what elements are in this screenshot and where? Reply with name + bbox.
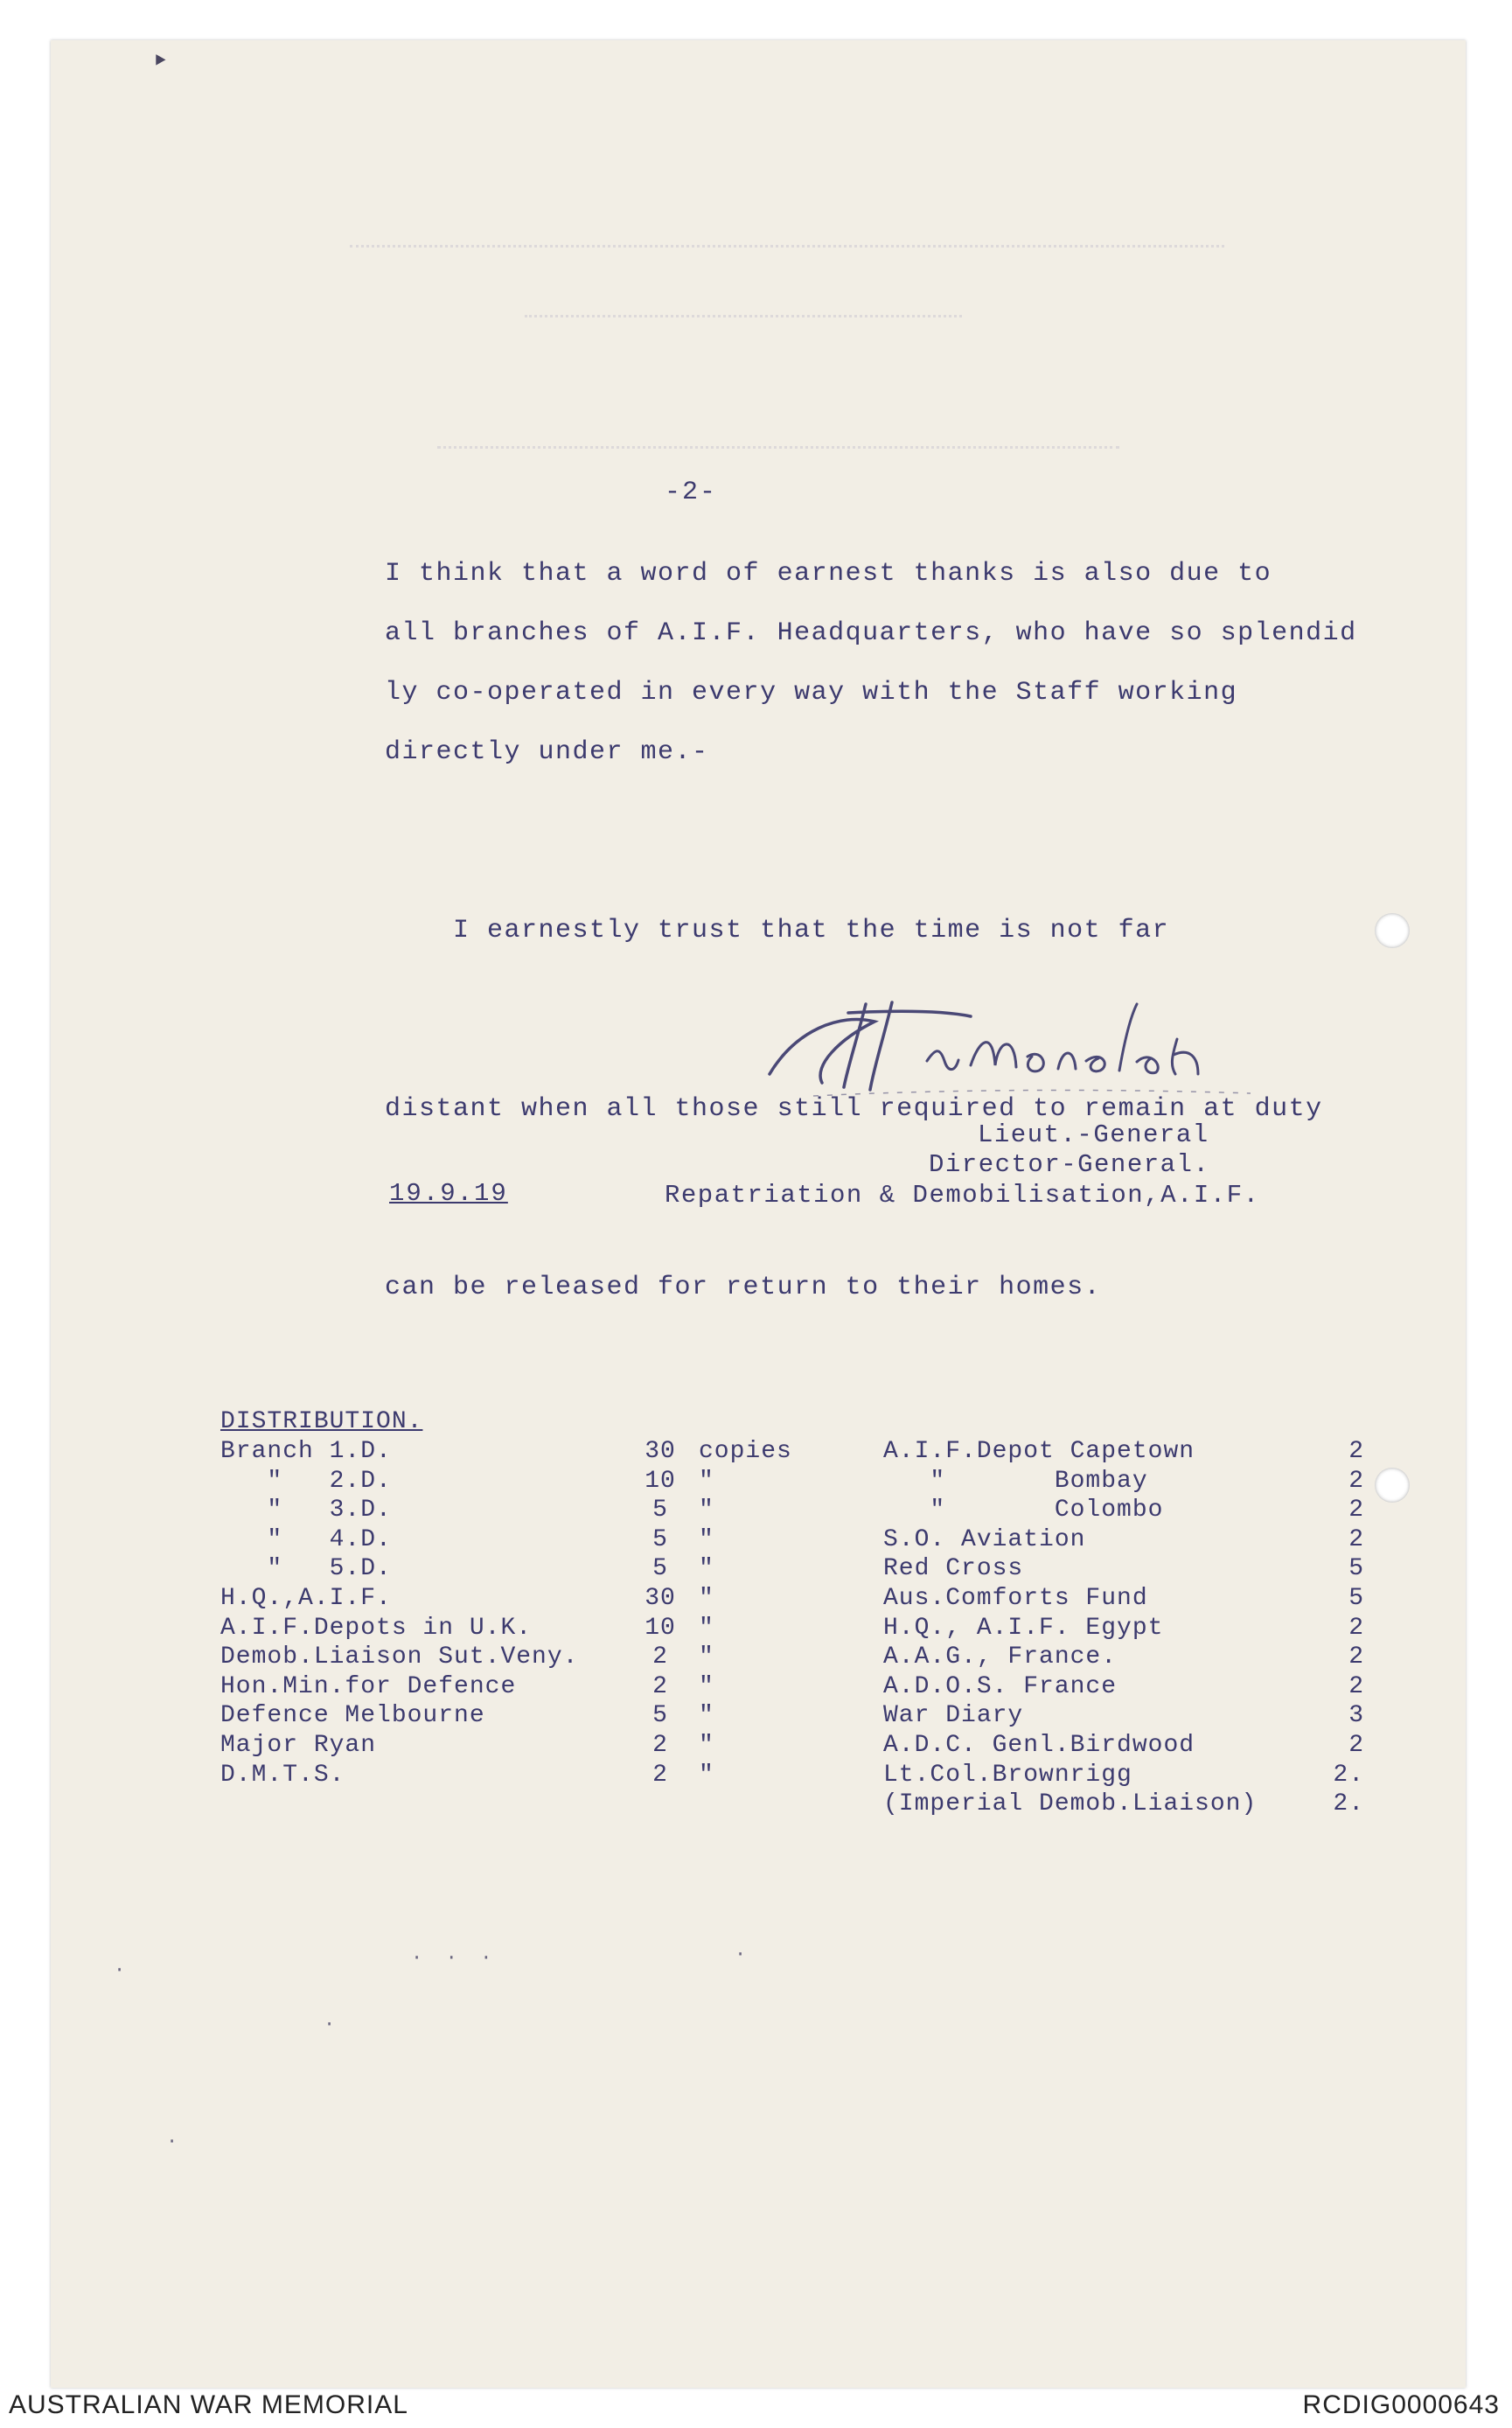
distribution-row xyxy=(883,1496,1364,1525)
ink-speck: · xyxy=(166,2131,178,2152)
recipient-name: S.O. Aviation xyxy=(883,1525,1086,1553)
footer-archive-name: AUSTRALIAN WAR MEMORIAL xyxy=(9,2390,408,2419)
distribution-row xyxy=(220,1584,821,1614)
copy-count: 30 xyxy=(645,1438,676,1465)
recipient-name: A.D.O.S. France xyxy=(883,1672,1118,1700)
document-date: 19.9.19 xyxy=(389,1179,508,1208)
ink-speck: · xyxy=(114,1959,126,1981)
copy-count: 2 xyxy=(1348,1525,1364,1553)
recipient-name: " 4.D. xyxy=(220,1525,392,1553)
recipient-name: A.I.F.Depot Capetown xyxy=(883,1438,1195,1465)
copy-count: 2 xyxy=(1348,1731,1364,1759)
copy-count: 2 xyxy=(1348,1643,1364,1671)
copy-unit: " xyxy=(699,1761,714,1789)
copy-unit: " xyxy=(699,1525,714,1553)
distribution-right-table xyxy=(883,1437,1364,1819)
distribution-row xyxy=(883,1672,1364,1702)
handwritten-signature xyxy=(761,978,1373,1109)
distribution-row xyxy=(883,1525,1364,1555)
distribution-row xyxy=(220,1467,821,1497)
distribution-row xyxy=(883,1731,1364,1761)
copy-count: 5 xyxy=(1348,1584,1364,1612)
distribution-row xyxy=(883,1584,1364,1614)
copy-count: 2 xyxy=(652,1672,668,1700)
ink-speck: · · · xyxy=(411,1947,492,1969)
text-line: can be released for return to their homes. xyxy=(385,1273,1102,1302)
recipient-name: " Bombay xyxy=(883,1467,1148,1495)
copy-count: 2. xyxy=(1333,1790,1364,1818)
recipient-name: Major Ryan xyxy=(220,1731,377,1759)
distribution-row xyxy=(220,1672,821,1702)
paragraph-1 xyxy=(385,544,1357,782)
punch-hole xyxy=(1375,1468,1410,1503)
footer-archive-id: RCDIG0000643 xyxy=(1302,2390,1500,2419)
copy-count: 5 xyxy=(652,1555,668,1583)
copy-unit: " xyxy=(699,1672,714,1700)
recipient-name: Aus.Comforts Fund xyxy=(883,1584,1148,1612)
distribution-row xyxy=(883,1790,1364,1819)
copy-unit: copies xyxy=(699,1438,792,1465)
text-line: distant when all those still required to remain at duty xyxy=(385,1094,1323,1124)
copy-count: 2 xyxy=(652,1761,668,1789)
distribution-left-table xyxy=(220,1437,821,1790)
recipient-name: D.M.T.S. xyxy=(220,1761,345,1789)
punch-hole xyxy=(1375,913,1410,948)
show-through-mark xyxy=(437,446,1119,456)
recipient-name: Red Cross xyxy=(883,1555,1024,1583)
recipient-name: H.Q., A.I.F. Egypt xyxy=(883,1614,1164,1642)
distribution-row xyxy=(883,1701,1364,1731)
text-line: all branches of A.I.F. Headquarters, who have so splendid xyxy=(385,618,1357,648)
distribution-row xyxy=(883,1554,1364,1584)
copy-count: 30 xyxy=(645,1584,676,1612)
recipient-name: " 5.D. xyxy=(220,1555,392,1583)
copy-count: 5 xyxy=(652,1525,668,1553)
distribution-row xyxy=(883,1437,1364,1467)
copy-unit: " xyxy=(699,1643,714,1671)
distribution-row xyxy=(883,1643,1364,1672)
copy-count: 10 xyxy=(645,1467,676,1495)
distribution-row xyxy=(220,1525,821,1555)
recipient-name: Branch 1.D. xyxy=(220,1438,392,1465)
copy-unit: " xyxy=(699,1467,714,1495)
distribution-row xyxy=(220,1643,821,1672)
copy-count: 5 xyxy=(652,1702,668,1730)
recipient-name: A.D.C. Genl.Birdwood xyxy=(883,1731,1195,1759)
recipient-name: Defence Melbourne xyxy=(220,1702,485,1730)
recipient-name: A.A.G., France. xyxy=(883,1643,1118,1671)
copy-count: 5 xyxy=(652,1497,668,1524)
ink-speck: · xyxy=(324,2013,336,2035)
copy-unit: " xyxy=(699,1731,714,1759)
copy-unit: " xyxy=(699,1614,714,1642)
copy-count: 2 xyxy=(1348,1614,1364,1642)
copy-unit: " xyxy=(699,1584,714,1612)
margin-mark-icon: ‣ xyxy=(151,47,170,80)
text-line: I think that a word of earnest thanks is also due to xyxy=(385,559,1272,589)
distribution-row xyxy=(220,1554,821,1584)
copy-count: 2 xyxy=(1348,1438,1364,1465)
distribution-row xyxy=(220,1496,821,1525)
distribution-row xyxy=(220,1761,821,1790)
copy-unit: " xyxy=(699,1702,714,1730)
recipient-name: Demob.Liaison Sut.Veny. xyxy=(220,1643,579,1671)
recipient-name: H.Q.,A.I.F. xyxy=(220,1584,392,1612)
recipient-name: Lt.Col.Brownrigg xyxy=(883,1761,1132,1789)
copy-count: 3 xyxy=(1348,1702,1364,1730)
distribution-row xyxy=(883,1761,1364,1790)
signatory-department: Repatriation & Demobilisation,A.I.F. xyxy=(665,1181,1260,1210)
copy-unit: " xyxy=(699,1497,714,1524)
distribution-row xyxy=(220,1701,821,1731)
ink-speck: · xyxy=(735,1943,747,1965)
copy-count: 2 xyxy=(652,1731,668,1759)
text-line: directly under me.- xyxy=(385,737,709,767)
copy-count: 2 xyxy=(1348,1467,1364,1495)
copy-count: 2 xyxy=(1348,1497,1364,1524)
distribution-row xyxy=(220,1731,821,1761)
recipient-name: " Colombo xyxy=(883,1497,1164,1524)
recipient-name: A.I.F.Depots in U.K. xyxy=(220,1614,533,1642)
copy-unit: " xyxy=(699,1555,714,1583)
text-line: I earnestly trust that the time is not far xyxy=(385,916,1170,945)
distribution-row xyxy=(220,1614,821,1643)
page-number: -2- xyxy=(665,478,718,507)
copy-count: 5 xyxy=(1348,1555,1364,1583)
signatory-title: Director-General. xyxy=(929,1150,1210,1179)
copy-count: 2 xyxy=(1348,1672,1364,1700)
text-line: ly co-operated in every way with the Staff working xyxy=(385,678,1238,708)
show-through-mark xyxy=(525,315,962,324)
distribution-row xyxy=(220,1437,821,1467)
distribution-title: DISTRIBUTION. xyxy=(220,1408,423,1435)
recipient-name: War Diary xyxy=(883,1702,1024,1730)
distribution-row xyxy=(883,1467,1364,1497)
recipient-name: (Imperial Demob.Liaison) xyxy=(883,1790,1258,1818)
recipient-name: " 2.D. xyxy=(220,1467,392,1495)
copy-count: 2. xyxy=(1333,1761,1364,1789)
signatory-rank: Lieut.-General xyxy=(978,1120,1209,1149)
recipient-name: Hon.Min.for Defence xyxy=(220,1672,517,1700)
distribution-row xyxy=(883,1614,1364,1643)
recipient-name: " 3.D. xyxy=(220,1497,392,1524)
copy-count: 10 xyxy=(645,1614,676,1642)
show-through-mark xyxy=(350,245,1224,255)
copy-count: 2 xyxy=(652,1643,668,1671)
